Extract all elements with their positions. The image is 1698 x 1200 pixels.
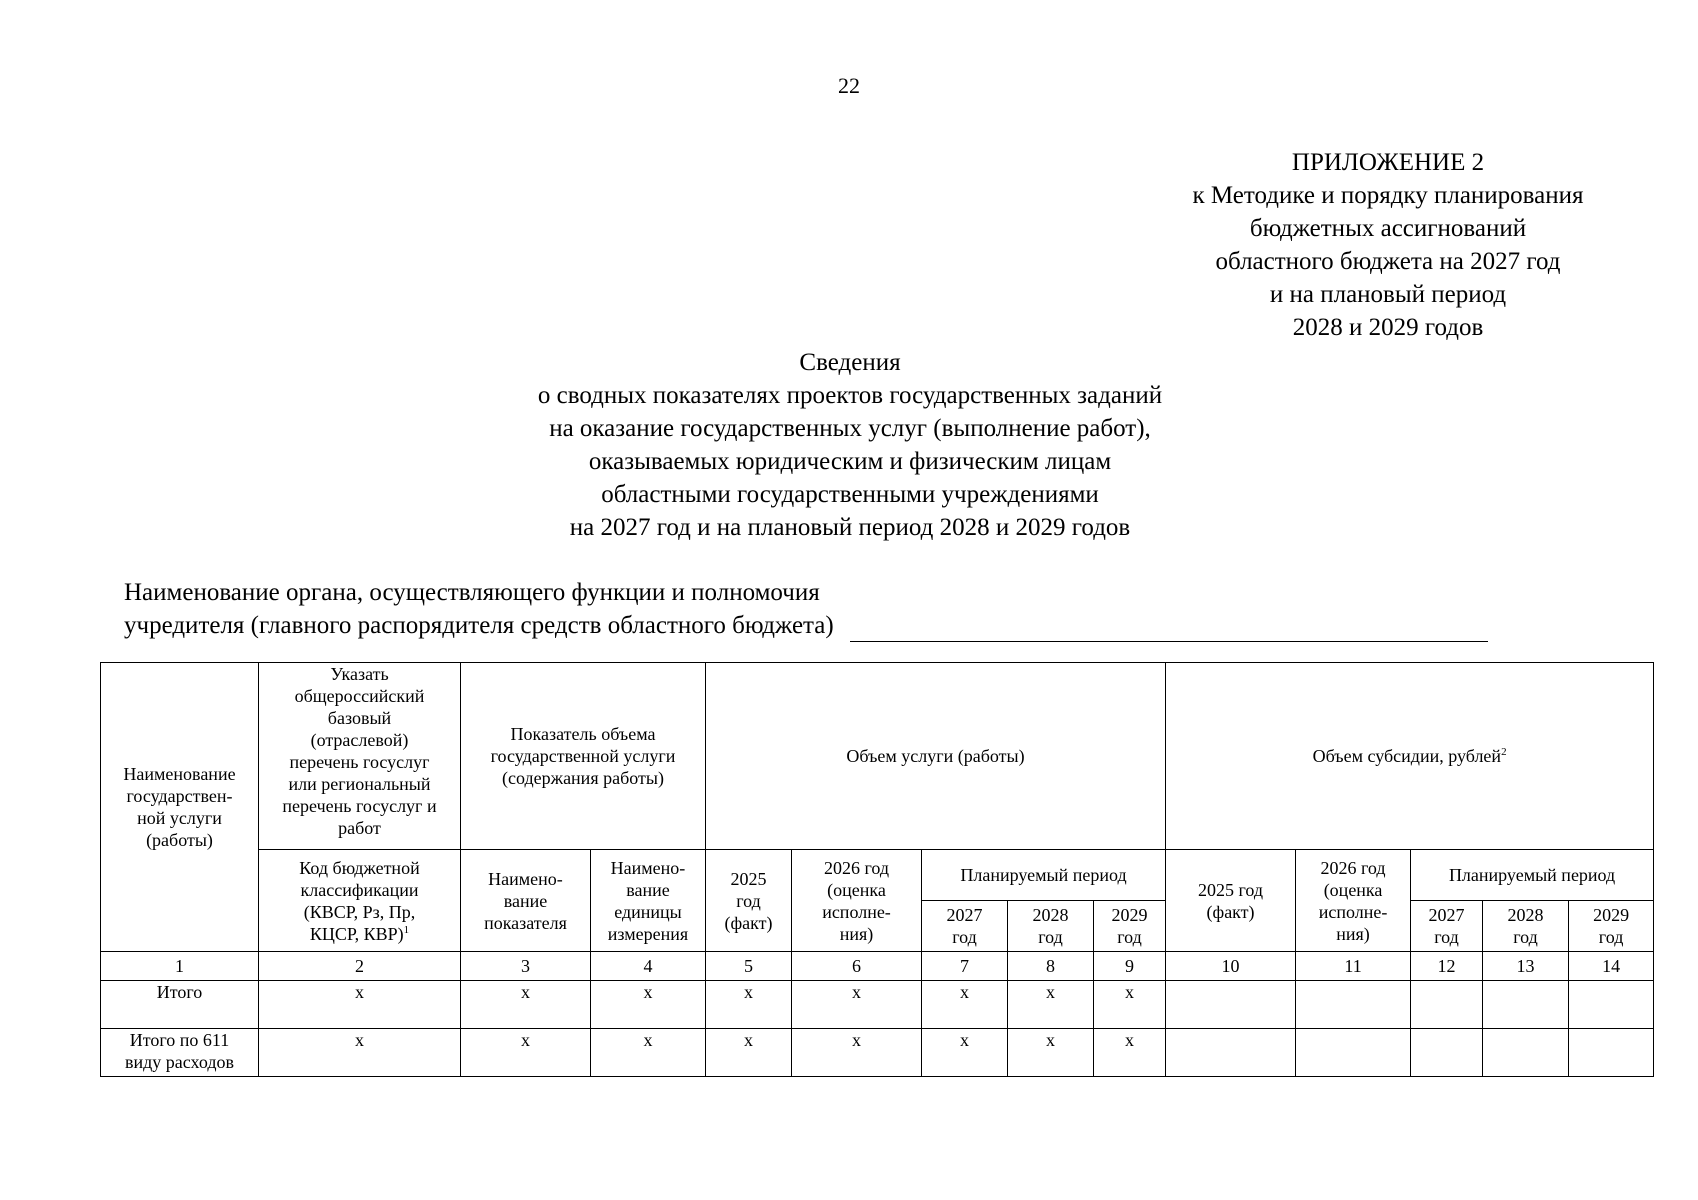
table-cell-input[interactable] bbox=[1483, 1029, 1569, 1077]
appendix-header bbox=[1158, 146, 1618, 344]
column-number: 11 bbox=[1296, 952, 1411, 981]
header-kbk-label: Код бюджетной классификации (КВСР, Рз, Пр, КЦСР, КВР) bbox=[299, 857, 420, 944]
table-cell: x bbox=[259, 981, 461, 1029]
table-cell-input[interactable] bbox=[1296, 981, 1411, 1029]
column-numbers-row bbox=[101, 952, 1654, 981]
column-number: 4 bbox=[591, 952, 706, 981]
header-subsidy-2028: 2028 год bbox=[1483, 901, 1569, 952]
table-cell: x bbox=[1094, 1029, 1166, 1077]
header-subsidy-2029: 2029 год bbox=[1569, 901, 1654, 952]
column-number: 8 bbox=[1008, 952, 1094, 981]
table-cell: x bbox=[792, 1029, 922, 1077]
column-number: 9 bbox=[1094, 952, 1166, 981]
row-label-total: Итого bbox=[101, 981, 259, 1029]
header-indicator-name: Наимено- вание показателя bbox=[461, 850, 591, 952]
header-2025-fact: 2025 год (факт) bbox=[706, 850, 792, 952]
header-service-volume: Объем услуги (работы) bbox=[706, 663, 1166, 850]
header-subsidy-planned-period: Планируемый период bbox=[1411, 850, 1654, 901]
table-cell: x bbox=[461, 1029, 591, 1077]
table-cell: x bbox=[922, 1029, 1008, 1077]
table-cell: x bbox=[1008, 1029, 1094, 1077]
table-cell: x bbox=[591, 1029, 706, 1077]
column-number: 13 bbox=[1483, 952, 1569, 981]
table-cell: x bbox=[1008, 981, 1094, 1029]
organ-label-line1: Наименование органа, осуществляющего функции и полномочия bbox=[124, 579, 820, 606]
column-number: 6 bbox=[792, 952, 922, 981]
appendix-line: 2028 и 2029 годов bbox=[1292, 314, 1484, 341]
table-cell-input[interactable] bbox=[1569, 981, 1654, 1029]
header-volume-indicator: Показатель объема государственной услуги (содержания работы) bbox=[461, 663, 706, 850]
header-subsidy-volume bbox=[1166, 663, 1654, 850]
header-subsidy-2027: 2027 год bbox=[1411, 901, 1483, 952]
table-cell: x bbox=[706, 1029, 792, 1077]
table-cell-input[interactable] bbox=[1411, 1029, 1483, 1077]
table-cell: x bbox=[591, 981, 706, 1029]
table-row bbox=[101, 981, 1654, 1029]
header-planned-period: Планируемый период bbox=[922, 850, 1166, 901]
table-cell: x bbox=[922, 981, 1008, 1029]
header-perechen: Указать общероссийский базовый (отраслевой) перечень госуслуг или региональный перечень госуслуг и работ bbox=[259, 663, 461, 850]
footnote-1-mark: 1 bbox=[403, 923, 410, 936]
title-line: на 2027 год и на плановый период 2028 и 2029 годов bbox=[569, 514, 1131, 541]
document-title bbox=[350, 346, 1350, 544]
appendix-line: бюджетных ассигнований bbox=[1249, 215, 1527, 242]
header-subsidy-volume-label: Объем субсидии, рублей bbox=[1312, 746, 1502, 766]
header-kbk bbox=[259, 850, 461, 952]
page-number: 22 bbox=[838, 73, 860, 98]
footnote-2-mark: 2 bbox=[1501, 746, 1507, 758]
row-label-total-611: Итого по 611 виду расходов bbox=[101, 1029, 259, 1077]
table-row bbox=[101, 1029, 1654, 1077]
column-number: 14 bbox=[1569, 952, 1654, 981]
indicators-table bbox=[100, 662, 1654, 1077]
table-cell-input[interactable] bbox=[1296, 1029, 1411, 1077]
header-2028: 2028 год bbox=[1008, 901, 1094, 952]
title-line: на оказание государственных услуг (выполнение работ), bbox=[549, 415, 1151, 442]
column-number: 1 bbox=[101, 952, 259, 981]
title-line: областными государственными учреждениями bbox=[601, 481, 1099, 508]
organ-name-block bbox=[124, 576, 1604, 642]
appendix-line: и на плановый период bbox=[1269, 281, 1507, 308]
organ-label-line2: учредителя (главного распорядителя средств областного бюджета) bbox=[124, 612, 834, 639]
column-number: 5 bbox=[706, 952, 792, 981]
column-number: 12 bbox=[1411, 952, 1483, 981]
header-unit-name: Наимено- вание единицы измерения bbox=[591, 850, 706, 952]
table-cell: x bbox=[1094, 981, 1166, 1029]
organ-label-line2-wrap bbox=[124, 609, 1604, 642]
table-cell: x bbox=[259, 1029, 461, 1077]
table-cell: x bbox=[461, 981, 591, 1029]
appendix-line: ПРИЛОЖЕНИЕ 2 bbox=[1291, 149, 1485, 176]
appendix-line: областного бюджета на 2027 год bbox=[1215, 248, 1561, 275]
column-number: 10 bbox=[1166, 952, 1296, 981]
table-cell-input[interactable] bbox=[1166, 981, 1296, 1029]
column-number: 3 bbox=[461, 952, 591, 981]
table-cell-input[interactable] bbox=[1166, 1029, 1296, 1077]
table-cell: x bbox=[706, 981, 792, 1029]
header-2027: 2027 год bbox=[922, 901, 1008, 952]
header-service-name: Наименование государствен- ной услуги (работы) bbox=[101, 663, 259, 952]
header-subsidy-2026-estimate: 2026 год (оценка исполне- ния) bbox=[1296, 850, 1411, 952]
title-line: оказываемых юридическим и физическим лицам bbox=[588, 448, 1112, 475]
table-cell-input[interactable] bbox=[1569, 1029, 1654, 1077]
table-cell-input[interactable] bbox=[1483, 981, 1569, 1029]
header-subsidy-2025-fact: 2025 год (факт) bbox=[1166, 850, 1296, 952]
table-cell: x bbox=[792, 981, 922, 1029]
column-number: 2 bbox=[259, 952, 461, 981]
header-2029: 2029 год bbox=[1094, 901, 1166, 952]
table-cell-input[interactable] bbox=[1411, 981, 1483, 1029]
column-number: 7 bbox=[922, 952, 1008, 981]
organ-name-blank-field[interactable] bbox=[850, 615, 1488, 642]
title-line: Сведения bbox=[799, 349, 901, 376]
appendix-line: к Методике и порядку планирования bbox=[1192, 182, 1584, 209]
header-2026-estimate: 2026 год (оценка исполне- ния) bbox=[792, 850, 922, 952]
title-line: о сводных показателях проектов государственных заданий bbox=[537, 382, 1163, 409]
